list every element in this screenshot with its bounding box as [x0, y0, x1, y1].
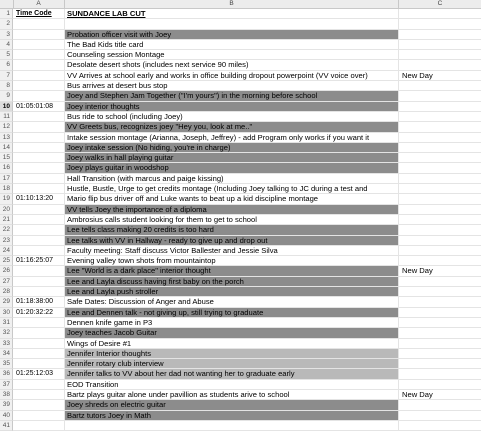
- row-header[interactable]: 16: [0, 163, 13, 173]
- cell-note[interactable]: [399, 256, 481, 266]
- cell-note[interactable]: [399, 91, 481, 101]
- row-header[interactable]: 4: [0, 40, 13, 50]
- table-row: [0, 421, 481, 431]
- cell-time-code[interactable]: [13, 380, 65, 390]
- row-header[interactable]: 36: [0, 369, 13, 379]
- table-row: [0, 30, 481, 40]
- row-header[interactable]: 24: [0, 246, 13, 256]
- column-header-bar: [0, 0, 481, 9]
- row-header[interactable]: 39: [0, 400, 13, 410]
- cell-time-code[interactable]: [13, 163, 65, 173]
- row-header[interactable]: 22: [0, 225, 13, 235]
- cell-time-code[interactable]: [13, 91, 65, 101]
- table-row: [0, 184, 481, 194]
- cell-time-code[interactable]: [13, 246, 65, 256]
- table-row: [0, 133, 481, 143]
- cell-note[interactable]: [399, 122, 481, 132]
- row-header[interactable]: 8: [0, 81, 13, 91]
- cell-time-code[interactable]: [13, 359, 65, 369]
- table-row: [0, 91, 481, 101]
- row-header[interactable]: 34: [0, 349, 13, 359]
- cell-scene[interactable]: Desolate desert shots (includes next service 90 miles): [65, 60, 399, 70]
- select-all-corner[interactable]: [0, 0, 14, 8]
- cell-time-code[interactable]: [13, 328, 65, 338]
- cell-time-code[interactable]: [13, 225, 65, 235]
- cell-time-code[interactable]: [13, 400, 65, 410]
- cell-scene[interactable]: Bus arrives at desert bus stop: [65, 81, 399, 91]
- table-row: [0, 339, 481, 349]
- cell-scene[interactable]: Lee "World is a dark place" interior thought: [65, 266, 399, 276]
- cell-note[interactable]: [399, 287, 481, 297]
- cell-scene[interactable]: Joey walks in hall playing guitar: [65, 153, 399, 163]
- table-row: [0, 194, 481, 204]
- row-header[interactable]: 26: [0, 266, 13, 276]
- cell-time-code[interactable]: [13, 318, 65, 328]
- table-row: [0, 246, 481, 256]
- cell-time-code[interactable]: 01:16:25:07: [13, 256, 65, 266]
- row-header[interactable]: 18: [0, 184, 13, 194]
- cell-scene[interactable]: Dennen knife game in P3: [65, 318, 399, 328]
- cell-scene[interactable]: Probation officer visit with Joey: [65, 30, 399, 40]
- cell-scene[interactable]: Lee and Layla discuss having first baby on the porch: [65, 277, 399, 287]
- cell-time-code[interactable]: [13, 205, 65, 215]
- row-header[interactable]: 29: [0, 297, 13, 307]
- cell-scene[interactable]: Ambrosius calls student looking for them to get to school: [65, 215, 399, 225]
- table-row: [0, 359, 481, 369]
- table-row: [0, 380, 481, 390]
- cell-time-code[interactable]: [13, 215, 65, 225]
- cell-scene[interactable]: Joey interior thoughts: [65, 102, 399, 112]
- row-header[interactable]: 5: [0, 50, 13, 60]
- cell-note[interactable]: [399, 236, 481, 246]
- cell-note[interactable]: [399, 349, 481, 359]
- cell-time-code[interactable]: [13, 174, 65, 184]
- cell-note[interactable]: [399, 318, 481, 328]
- table-row: [0, 143, 481, 153]
- cell-note[interactable]: [399, 9, 481, 19]
- row-header[interactable]: 11: [0, 112, 13, 122]
- row-header[interactable]: 10: [0, 102, 13, 112]
- cell-time-code[interactable]: [13, 339, 65, 349]
- cell-time-code[interactable]: [13, 81, 65, 91]
- cell-time-code[interactable]: [13, 122, 65, 132]
- table-row: [0, 174, 481, 184]
- cell-note[interactable]: [399, 339, 481, 349]
- row-header[interactable]: 28: [0, 287, 13, 297]
- row-header[interactable]: 14: [0, 143, 13, 153]
- cell-scene[interactable]: Joey shreds on electric guitar: [65, 400, 399, 410]
- cell-time-code[interactable]: [13, 50, 65, 60]
- cell-scene[interactable]: Bartz plays guitar alone under pavillion as students arive to school: [65, 390, 399, 400]
- table-row: [0, 390, 481, 400]
- cell-note[interactable]: [399, 421, 481, 431]
- cell-time-code[interactable]: Time Code: [13, 9, 65, 19]
- sheet-rows: [0, 9, 481, 431]
- table-row: [0, 40, 481, 50]
- cell-time-code[interactable]: 01:10:13:20: [13, 194, 65, 204]
- row-header[interactable]: 38: [0, 390, 13, 400]
- cell-time-code[interactable]: [13, 184, 65, 194]
- cell-note[interactable]: [399, 194, 481, 204]
- table-row: [0, 349, 481, 359]
- cell-note[interactable]: [399, 369, 481, 379]
- row-header[interactable]: 32: [0, 328, 13, 338]
- cell-time-code[interactable]: [13, 287, 65, 297]
- row-header[interactable]: 31: [0, 318, 13, 328]
- table-row: [0, 50, 481, 60]
- cell-time-code[interactable]: [13, 236, 65, 246]
- row-header[interactable]: 37: [0, 380, 13, 390]
- cell-scene[interactable]: Jennifer talks to VV about her dad not wanting her to graduate early: [65, 369, 399, 379]
- cell-note[interactable]: New Day: [399, 71, 481, 81]
- table-row: [0, 318, 481, 328]
- row-header[interactable]: 6: [0, 60, 13, 70]
- table-row: [0, 153, 481, 163]
- cell-time-code[interactable]: [13, 411, 65, 421]
- row-header[interactable]: 20: [0, 205, 13, 215]
- row-header[interactable]: 25: [0, 256, 13, 266]
- cell-note[interactable]: [399, 215, 481, 225]
- cell-scene[interactable]: [65, 421, 399, 431]
- cell-scene[interactable]: VV Arrives at school early and works in office building dropout powerpoint (VV voice over): [65, 71, 399, 81]
- cell-note[interactable]: [399, 205, 481, 215]
- cell-time-code[interactable]: [13, 112, 65, 122]
- cell-scene[interactable]: Lee tells class making 20 credits is too hard: [65, 225, 399, 235]
- row-header[interactable]: 33: [0, 339, 13, 349]
- cell-note[interactable]: [399, 400, 481, 410]
- cell-note[interactable]: [399, 411, 481, 421]
- cell-scene[interactable]: Joey intake session (No hiding, you're in charge): [65, 143, 399, 153]
- table-row: [0, 266, 481, 276]
- cell-note[interactable]: [399, 328, 481, 338]
- cell-scene[interactable]: Safe Dates: Discussion of Anger and Abuse: [65, 297, 399, 307]
- row-header[interactable]: 9: [0, 91, 13, 101]
- cell-scene[interactable]: EOD Transition: [65, 380, 399, 390]
- column-header-b[interactable]: B: [65, 0, 399, 8]
- cell-note[interactable]: [399, 380, 481, 390]
- cell-scene[interactable]: Hall Transition (with marcus and paige kissing): [65, 174, 399, 184]
- table-row: [0, 400, 481, 410]
- cell-note[interactable]: [399, 133, 481, 143]
- cell-scene[interactable]: Lee and Layla push stroller: [65, 287, 399, 297]
- column-header-c[interactable]: C: [437, 0, 443, 7]
- cell-scene[interactable]: Jennifer Interior thoughts: [65, 349, 399, 359]
- cell-note[interactable]: [399, 184, 481, 194]
- cell-note[interactable]: [399, 143, 481, 153]
- cell-time-code[interactable]: [13, 30, 65, 40]
- cell-scene[interactable]: The Bad Kids title card: [65, 40, 399, 50]
- cell-scene[interactable]: Lee talks with VV in Hallway - ready to give up and drop out: [65, 236, 399, 246]
- cell-time-code[interactable]: [13, 390, 65, 400]
- cell-note[interactable]: [399, 174, 481, 184]
- cell-scene[interactable]: [65, 19, 399, 29]
- table-row: [0, 328, 481, 338]
- cell-note[interactable]: [399, 297, 481, 307]
- cell-scene[interactable]: VV Greets bus, recognizes joey "Hey you, look at me..": [65, 122, 399, 132]
- row-header[interactable]: 1: [0, 9, 13, 19]
- row-header[interactable]: 41: [0, 421, 13, 431]
- cell-time-code[interactable]: [13, 153, 65, 163]
- table-row: [0, 81, 481, 91]
- cell-time-code[interactable]: [13, 71, 65, 81]
- cell-note[interactable]: [399, 163, 481, 173]
- table-row: [0, 308, 481, 318]
- row-header[interactable]: 12: [0, 122, 13, 132]
- cell-scene[interactable]: Hustle, Bustle, Urge to get credits montage (Including Joey talking to JC during a test and: [65, 184, 399, 194]
- table-row: [0, 112, 481, 122]
- cell-time-code[interactable]: 01:18:38:00: [13, 297, 65, 307]
- cell-scene[interactable]: SUNDANCE LAB CUT: [65, 9, 399, 19]
- cell-time-code[interactable]: [13, 277, 65, 287]
- cell-time-code[interactable]: 01:20:32:22: [13, 308, 65, 318]
- cell-scene[interactable]: Joey and Stephen Jam Together ("I'm yours") in the morning before school: [65, 91, 399, 101]
- cell-time-code[interactable]: 01:25:12:03: [13, 369, 65, 379]
- cell-scene[interactable]: Evening valley town shots from mountaintop: [65, 256, 399, 266]
- cell-time-code[interactable]: [13, 349, 65, 359]
- row-header[interactable]: 2: [0, 19, 13, 29]
- row-header[interactable]: 40: [0, 411, 13, 421]
- row-header[interactable]: 13: [0, 133, 13, 143]
- table-row: [0, 236, 481, 246]
- cell-note[interactable]: [399, 246, 481, 256]
- cell-time-code[interactable]: [13, 421, 65, 431]
- row-header[interactable]: 30: [0, 308, 13, 318]
- cell-note[interactable]: [399, 19, 481, 29]
- table-row: [0, 256, 481, 266]
- cell-scene[interactable]: Bus ride to school (including Joey): [65, 112, 399, 122]
- cell-time-code[interactable]: [13, 143, 65, 153]
- cell-scene[interactable]: VV tells Joey the importance of a diploma: [65, 205, 399, 215]
- cell-note[interactable]: [399, 277, 481, 287]
- table-row: [0, 369, 481, 379]
- cell-note[interactable]: New Day: [399, 266, 481, 276]
- cell-note[interactable]: [399, 40, 481, 50]
- cell-note[interactable]: [399, 102, 481, 112]
- cell-scene[interactable]: Jennifer rotary club interview: [65, 359, 399, 369]
- row-header[interactable]: 21: [0, 215, 13, 225]
- table-row: [0, 205, 481, 215]
- column-header-a[interactable]: A: [13, 0, 65, 8]
- cell-time-code[interactable]: [13, 266, 65, 276]
- cell-note[interactable]: [399, 308, 481, 318]
- row-header[interactable]: 35: [0, 359, 13, 369]
- cell-time-code[interactable]: 01:05:01:08: [13, 102, 65, 112]
- cell-scene[interactable]: Joey plays guitar in woodshop: [65, 163, 399, 173]
- row-header[interactable]: 17: [0, 174, 13, 184]
- cell-time-code[interactable]: [13, 19, 65, 29]
- table-row: [0, 122, 481, 132]
- table-row: [0, 19, 481, 29]
- cell-note[interactable]: [399, 30, 481, 40]
- table-row: [0, 277, 481, 287]
- table-row: [0, 60, 481, 70]
- table-row: [0, 71, 481, 81]
- table-row: [0, 102, 481, 112]
- table-row: [0, 225, 481, 235]
- table-row: [0, 9, 481, 19]
- cell-scene[interactable]: Wings of Desire #1: [65, 339, 399, 349]
- row-header[interactable]: 7: [0, 71, 13, 81]
- row-header[interactable]: 27: [0, 277, 13, 287]
- table-row: [0, 411, 481, 421]
- row-header[interactable]: 19: [0, 194, 13, 204]
- cell-scene[interactable]: Lee and Dennen talk - not giving up, still trying to graduate: [65, 308, 399, 318]
- cell-note[interactable]: [399, 225, 481, 235]
- cell-time-code[interactable]: [13, 133, 65, 143]
- table-row: [0, 215, 481, 225]
- row-header[interactable]: 15: [0, 153, 13, 163]
- cell-note[interactable]: [399, 50, 481, 60]
- cell-scene[interactable]: Faculty meeting: Staff discuss Victor Ballester and Jessie Silva: [65, 246, 399, 256]
- table-row: [0, 287, 481, 297]
- cell-scene[interactable]: Joey teaches Jacob Guitar: [65, 328, 399, 338]
- cell-scene[interactable]: Counseling session Montage: [65, 50, 399, 60]
- cell-note[interactable]: [399, 112, 481, 122]
- cell-note[interactable]: [399, 153, 481, 163]
- table-row: [0, 297, 481, 307]
- cell-scene[interactable]: Intake session montage (Arianna, Joseph, Jeffrey) - add Program only works if you want it: [65, 133, 399, 143]
- cell-note[interactable]: [399, 81, 481, 91]
- cell-note[interactable]: [399, 359, 481, 369]
- cell-time-code[interactable]: [13, 40, 65, 50]
- cell-scene[interactable]: Mario flip bus driver off and Luke wants to beat up a kid discipline montage: [65, 194, 399, 204]
- cell-scene[interactable]: Bartz tutors Joey in Math: [65, 411, 399, 421]
- cell-note[interactable]: [399, 60, 481, 70]
- row-header[interactable]: 23: [0, 236, 13, 246]
- cell-time-code[interactable]: [13, 60, 65, 70]
- table-row: [0, 163, 481, 173]
- row-header[interactable]: 3: [0, 30, 13, 40]
- cell-note[interactable]: New Day: [399, 390, 481, 400]
